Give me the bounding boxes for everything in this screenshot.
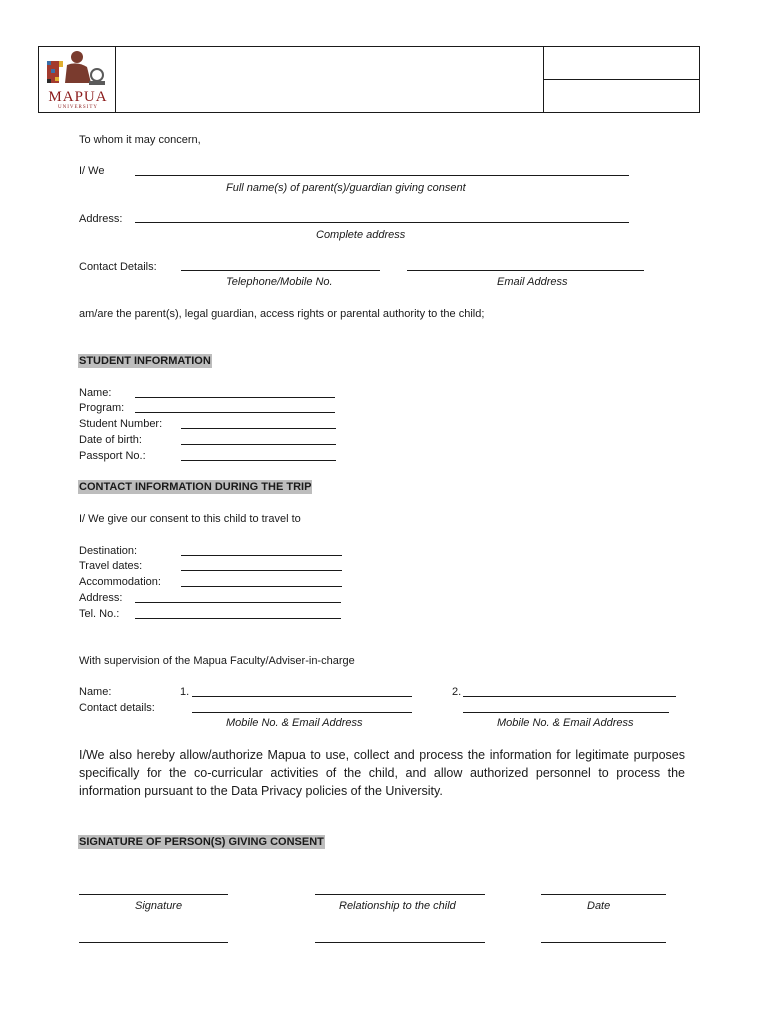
adviser-name-label: Name: — [79, 686, 112, 698]
form-revision-cell — [544, 80, 699, 112]
i-we-label: I/ We — [79, 165, 105, 177]
student-name-label: Name: — [79, 387, 112, 399]
destination-field[interactable] — [181, 555, 342, 556]
date-field-1[interactable] — [541, 894, 666, 895]
authorization-paragraph: I/We also hereby allow/authorize Mapua to use, collect and process the information for legitimate purposes specifically for the co-curricular activities of the child, and allow authorized personnel to process the information pursuant to the Data Privacy policies of the University. — [79, 748, 685, 798]
program-label: Program: — [79, 402, 125, 414]
adviser-2-contact-field[interactable] — [463, 712, 669, 713]
adviser-contact-label: Contact details: — [79, 702, 155, 714]
mapua-logo-icon — [43, 49, 113, 91]
accommodation-label: Accommodation: — [79, 576, 161, 588]
form-code-cell — [544, 47, 699, 80]
date-caption: Date — [587, 900, 611, 912]
date-of-birth-label: Date of birth: — [79, 434, 142, 446]
address-field[interactable] — [135, 222, 629, 223]
travel-dates-label: Travel dates: — [79, 560, 143, 572]
signature-field-2[interactable] — [79, 942, 228, 943]
passport-field[interactable] — [181, 460, 336, 461]
contact-details-label: Contact Details: — [79, 261, 157, 273]
passport-label: Passport No.: — [79, 450, 146, 462]
adviser-1-contact-field[interactable] — [192, 712, 412, 713]
tel-no-field[interactable] — [135, 618, 341, 619]
form-title-cell — [115, 47, 544, 112]
signature-caption: Signature — [135, 900, 183, 912]
destination-label: Destination: — [79, 545, 138, 557]
address-label: Address: — [79, 213, 123, 225]
email-field[interactable] — [407, 270, 644, 271]
relationship-field-1[interactable] — [315, 894, 485, 895]
student-info-heading: STUDENT INFORMATION — [79, 355, 211, 367]
adviser-2-contact-caption: Mobile No. & Email Address — [497, 717, 634, 729]
trip-address-field[interactable] — [135, 602, 341, 603]
signature-field-1[interactable] — [79, 894, 228, 895]
supervision-intro: With supervision of the Mapua Faculty/Adviser-in-charge — [79, 655, 355, 667]
date-field-2[interactable] — [541, 942, 666, 943]
salutation: To whom it may concern, — [79, 134, 201, 146]
adviser-1-contact-caption: Mobile No. & Email Address — [226, 717, 363, 729]
tel-no-label: Tel. No.: — [79, 608, 120, 620]
trip-address-label: Address: — [79, 592, 123, 604]
relationship-caption: Relationship to the child — [339, 900, 456, 912]
trip-info-heading: CONTACT INFORMATION DURING THE TRIP — [79, 481, 312, 493]
full-name-caption: Full name(s) of parent(s)/guardian giving consent — [226, 182, 466, 194]
student-number-label: Student Number: — [79, 418, 163, 430]
program-field[interactable] — [135, 412, 335, 413]
logo-subtext: UNIVERSITY — [58, 105, 98, 110]
student-name-field[interactable] — [135, 397, 335, 398]
parent-statement: am/are the parent(s), legal guardian, access rights or parental authority to the child; — [79, 308, 485, 320]
student-number-field[interactable] — [181, 428, 336, 429]
form-header — [38, 46, 700, 113]
adviser-2-name-field[interactable] — [463, 696, 676, 697]
adviser-number-1: 1. — [180, 686, 190, 698]
adviser-number-2: 2. — [452, 686, 462, 698]
telephone-caption: Telephone/Mobile No. — [226, 276, 333, 288]
logo-wordmark: MAPUA — [48, 89, 108, 105]
logo-cell — [39, 47, 116, 112]
adviser-1-name-field[interactable] — [192, 696, 412, 697]
relationship-field-2[interactable] — [315, 942, 485, 943]
address-caption: Complete address — [316, 229, 406, 241]
accommodation-field[interactable] — [181, 586, 342, 587]
full-name-field[interactable] — [135, 175, 629, 176]
travel-dates-field[interactable] — [181, 570, 342, 571]
date-of-birth-field[interactable] — [181, 444, 336, 445]
travel-consent-line: I/ We give our consent to this child to travel to — [79, 513, 301, 525]
signature-heading: SIGNATURE OF PERSON(S) GIVING CONSENT — [79, 836, 324, 848]
email-caption: Email Address — [497, 276, 568, 288]
telephone-field[interactable] — [181, 270, 380, 271]
